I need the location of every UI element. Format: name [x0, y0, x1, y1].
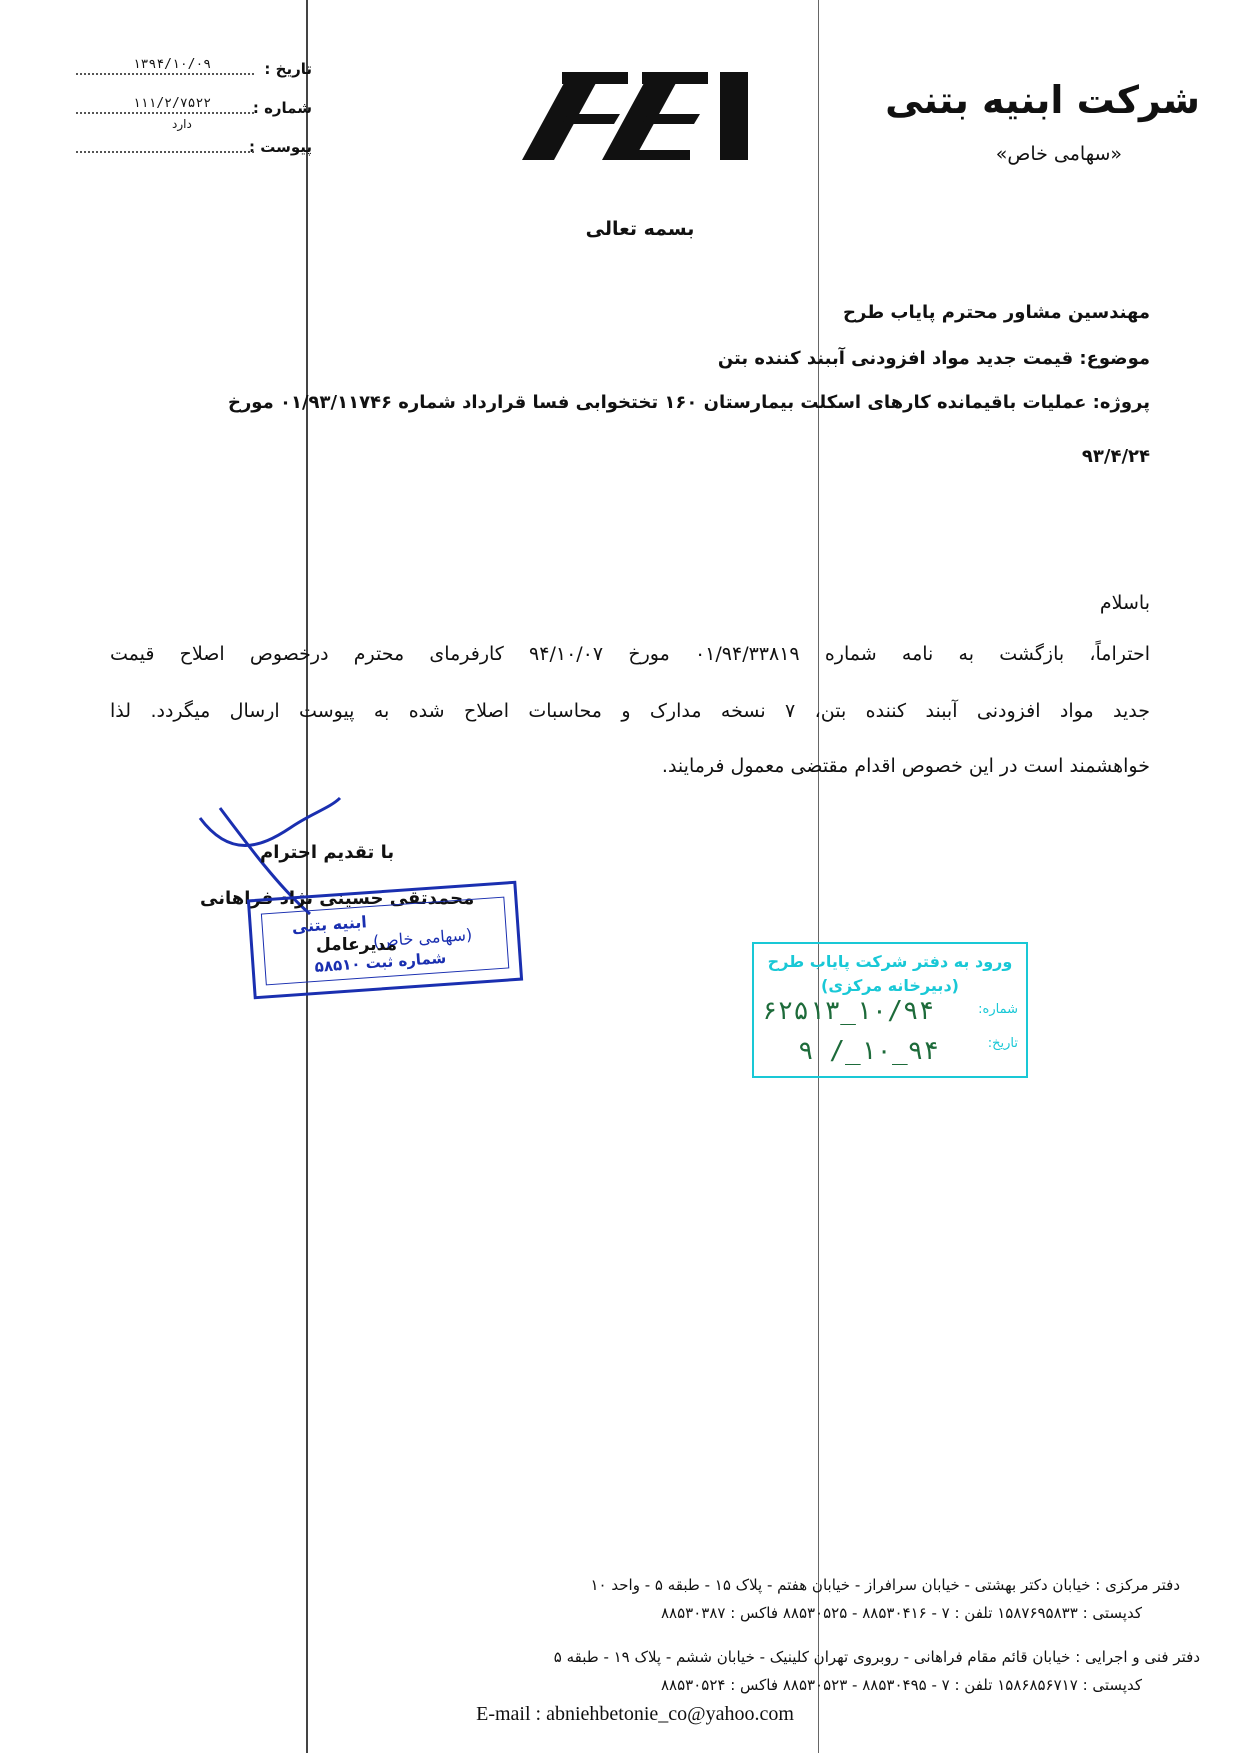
signer-title: مدیرعامل — [316, 935, 397, 955]
attachment-dots — [76, 151, 254, 153]
receipt-number-label: شماره: — [978, 1002, 1018, 1017]
subject: موضوع: قیمت جدید مواد افزودنی آببند کننده بتن — [717, 348, 1150, 369]
receipt-date-value: ۹۴_۱۰_/ ۹ — [798, 1036, 939, 1066]
date-label: تاریخ : — [264, 60, 312, 78]
company-name: شرکت ابنیه بتنی — [885, 78, 1200, 122]
footer-technical-office: دفتر فنی و اجرایی : خیابان قائم مقام فراهانی - روبروی تهران کلینیک - خیابان ششم - پلاک ۱۹ - طبقه ۵ — [553, 1648, 1200, 1666]
number-value: ۱۱۱/۲/۷۵۲۲ — [132, 96, 212, 111]
company-type: «سهامی خاص» — [995, 143, 1122, 165]
footer-central-office: دفتر مرکزی : خیابان دکتر بهشتی - خیابان سرافراز - خیابان هفتم - پلاک ۱۵ - طبقه ۵ - واحد ۱۰ — [590, 1576, 1180, 1594]
seal-registration: شماره ثبت ۵۸۵۱۰ — [314, 948, 447, 976]
date-field — [72, 54, 312, 82]
recipient: مهندسین مشاور محترم پایاب طرح — [843, 302, 1150, 323]
body-line-2: جدید مواد افزودنی آببند کننده بتن، ۷ نسخه مدارک و محاسبات اصلاح شده به پیوست ارسال میگردد. لذا — [110, 700, 1150, 722]
project-line-1: پروژه: عملیات باقیمانده کارهای اسکلت بیمارستان ۱۶۰ تختخوابی فسا قرارداد شماره ۰۱/۹۳/۱۱۷۴۶ مورخ — [227, 392, 1150, 413]
attachment-label: پیوست : — [248, 138, 312, 156]
body-line-3: خواهشمند است در این خصوص اقدام مقتضی معمول فرمایند. — [661, 755, 1150, 777]
number-dots — [76, 112, 254, 114]
attachment-note: دارد — [172, 117, 192, 131]
company-logo-icon — [520, 66, 760, 166]
attachment-field — [72, 132, 312, 160]
greeting: باسلام — [1099, 592, 1150, 614]
receipt-number-value: ۱۰/۹۴_۶۲۵۱۳ — [762, 996, 935, 1026]
body-line-1: احتراماً، بازگشت به نامه شماره ۰۱/۹۴/۳۳۸۱۹ مورخ ۹۴/۱۰/۰۷ کارفرمای محترم درخصوص اصلاح قیمت — [110, 643, 1150, 665]
receipt-stamp — [752, 942, 1028, 1078]
receipt-date-label: تاریخ: — [987, 1036, 1018, 1051]
footer-email: E-mail : abniehbetonie_co@yahoo.com — [476, 1703, 794, 1725]
closing: با تقدیم احترام — [260, 842, 395, 863]
number-field — [72, 93, 312, 131]
signer-name: محمدتقی حسینی نژاد فراهانی — [200, 888, 475, 909]
number-label: شماره : — [252, 99, 312, 117]
scan-line-middle — [818, 0, 819, 1753]
receipt-stamp-subtitle: (دبیرخانه مرکزی) — [821, 976, 959, 995]
seal-company-name: ابنیه بتنی — [291, 912, 368, 937]
bismillah: بسمه تعالی — [585, 218, 695, 240]
date-value: ۱۳۹۴/۱۰/۰۹ — [132, 57, 212, 72]
footer-technical-contact: کدپستی : ۱۵۸۶۸۵۶۷۱۷ تلفن : ۷ - ۸۸۵۳۰۴۹۵ - ۸۸۵۳۰۵۲۳ فاکس : ۸۸۵۳۰۵۲۴ — [661, 1676, 1142, 1694]
footer-central-contact: کدپستی : ۱۵۸۷۶۹۵۸۳۳ تلفن : ۷ - ۸۸۵۳۰۴۱۶ - ۸۸۵۳۰۵۲۵ فاکس : ۸۸۵۳۰۳۸۷ — [661, 1604, 1142, 1622]
seal-company-type: (سهامی خاص) — [372, 924, 473, 951]
receipt-stamp-title: ورود به دفتر شرکت پایاب طرح — [767, 952, 1013, 971]
project-line-2: ۹۳/۴/۲۴ — [1081, 446, 1150, 467]
date-dots — [76, 73, 254, 75]
